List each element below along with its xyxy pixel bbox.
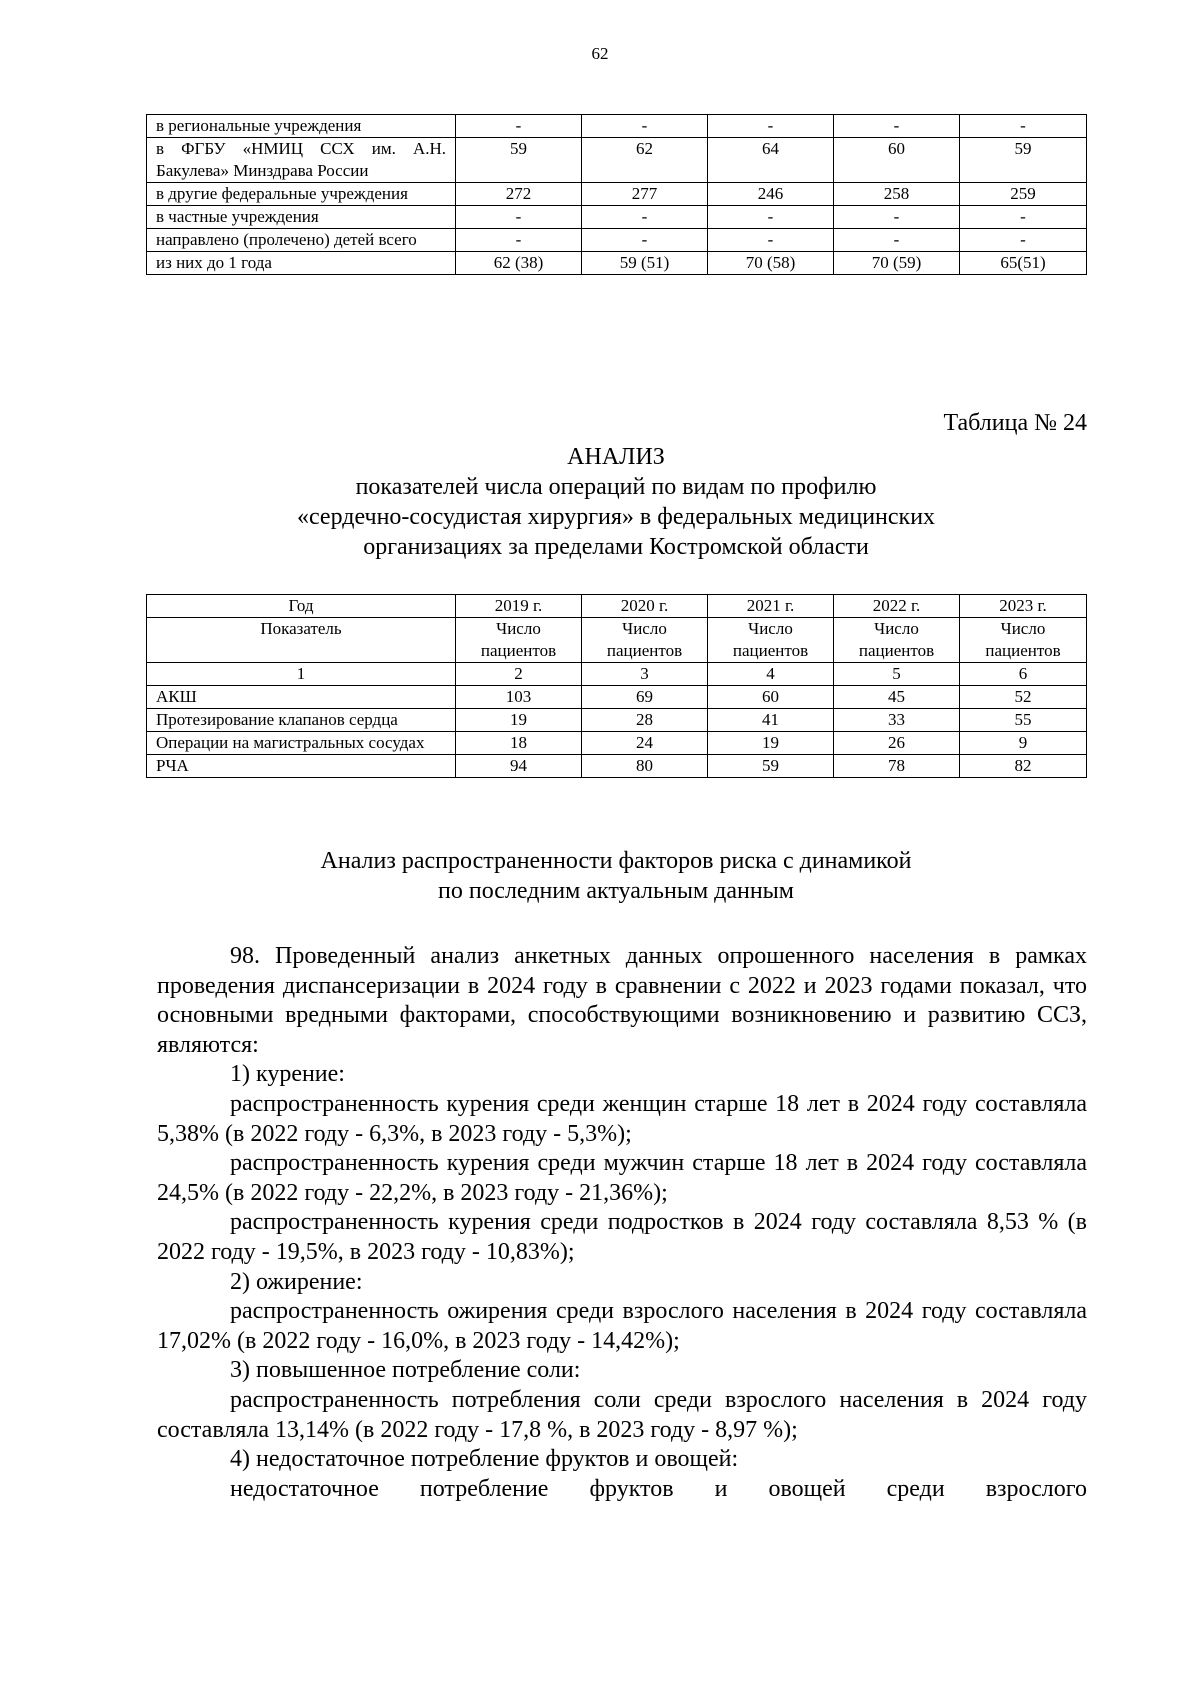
year-cell: 2023 г. [960, 595, 1087, 618]
value-cell: 28 [582, 709, 708, 732]
value-cell: 80 [582, 755, 708, 778]
value-cell: 82 [960, 755, 1087, 778]
value-cell: - [708, 206, 834, 229]
value-cell: - [960, 115, 1087, 138]
column-number-cell: 5 [834, 663, 960, 686]
row-label-cell: Операции на магистральных сосудах [147, 732, 456, 755]
paragraph: распространенность ожирения среди взрослого населения в 2024 году составляла 17,02% (в 2022 году - 16,0%, в 2023 году - 14,42%); [157, 1298, 1087, 1354]
value-cell: 277 [582, 183, 708, 206]
paragraph: распространенность потребления соли среди взрослого населения в 2024 году составляла 13,14% (в 2022 году - 17,8 %, в 2023 году - 8,97 %); [157, 1386, 1087, 1443]
value-cell: - [834, 115, 960, 138]
value-cell: 62 [582, 138, 708, 183]
table-subtitle-line: организациях за пределами Костромской области [363, 534, 869, 560]
year-header-cell: Год [147, 595, 456, 618]
row-label-cell: РЧА [147, 755, 456, 778]
value-cell: 41 [708, 709, 834, 732]
row-label-cell: из них до 1 года [147, 252, 456, 275]
table-row [147, 229, 1087, 252]
table-row [147, 115, 1087, 138]
value-cell: - [582, 229, 708, 252]
value-cell: 9 [960, 732, 1087, 755]
value-cell: 60 [708, 686, 834, 709]
value-cell: 62 (38) [456, 252, 582, 275]
paragraph: 4) недостаточное потребление фруктов и овощей: [230, 1446, 739, 1473]
value-cell: - [834, 229, 960, 252]
paragraph: недостаточное потребление фруктов и овощей среди взрослого [230, 1475, 1087, 1502]
operations-table [146, 594, 1087, 778]
patients-header-cell: Число пациентов [456, 618, 582, 663]
paragraph: распространенность курения среди женщин старше 18 лет в 2024 году составляла 5,38% (в 2022 году - 6,3%, в 2023 году - 5,3%); [157, 1090, 1087, 1147]
table-subtitle-line: «сердечно-сосудистая хирургия» в федеральных медицинских [296, 504, 936, 530]
column-number-cell: 1 [147, 663, 456, 686]
value-cell: - [456, 229, 582, 252]
value-cell: 65(51) [960, 252, 1087, 275]
referral-table [146, 114, 1087, 275]
row-label-cell: АКШ [147, 686, 456, 709]
table-row [147, 183, 1087, 206]
column-number-cell: 3 [582, 663, 708, 686]
value-cell: 19 [708, 732, 834, 755]
paragraph: 3) повышенное потребление соли: [230, 1357, 581, 1384]
column-number-cell: 6 [960, 663, 1087, 686]
table-row [147, 252, 1087, 275]
column-number-row [147, 663, 1087, 686]
value-cell: 59 [960, 138, 1087, 183]
paragraph: распространенность курения среди подростков в 2024 году составляла 8,53 % (в 2022 году - 19,5%, в 2023 году - 10,83%); [157, 1209, 1087, 1265]
patients-header-cell: Число пациентов [834, 618, 960, 663]
value-cell: 19 [456, 709, 582, 732]
section-heading-line: по последним актуальным данным [438, 878, 794, 904]
header-row-years [147, 595, 1087, 618]
table-title-main: АНАЛИЗ [567, 444, 665, 470]
header-row-indicator [147, 618, 1087, 663]
row-label-cell: Протезирование клапанов сердца [147, 709, 456, 732]
year-cell: 2019 г. [456, 595, 582, 618]
paragraph: 1) курение: [230, 1061, 345, 1088]
value-cell: - [708, 229, 834, 252]
table-row [147, 686, 1087, 709]
table-row [147, 138, 1087, 183]
body-text [157, 942, 1087, 1504]
paragraph: 2) ожирение: [230, 1268, 363, 1295]
section-heading [146, 846, 1086, 906]
value-cell: 259 [960, 183, 1087, 206]
value-cell: - [456, 206, 582, 229]
value-cell: 94 [456, 755, 582, 778]
table-row [147, 732, 1087, 755]
table-row [147, 206, 1087, 229]
table-number: Таблица № 24 [943, 410, 1087, 436]
value-cell: - [708, 115, 834, 138]
table-row [147, 755, 1087, 778]
value-cell: 55 [960, 709, 1087, 732]
value-cell: - [456, 115, 582, 138]
value-cell: 52 [960, 686, 1087, 709]
value-cell: 69 [582, 686, 708, 709]
value-cell: 26 [834, 732, 960, 755]
value-cell: 60 [834, 138, 960, 183]
value-cell: 246 [708, 183, 834, 206]
page-number: 62 [591, 44, 609, 63]
value-cell: 70 (59) [834, 252, 960, 275]
indicator-header-cell: Показатель [147, 618, 456, 663]
value-cell: 70 (58) [708, 252, 834, 275]
value-cell: 59 [708, 755, 834, 778]
paragraph: распространенность курения среди мужчин старше 18 лет в 2024 году составляла 24,5% (в 2022 году - 22,2%, в 2023 году - 21,36%); [157, 1150, 1087, 1206]
section-heading-line: Анализ распространенности факторов риска с динамикой [320, 848, 912, 874]
value-cell: - [960, 229, 1087, 252]
value-cell: 103 [456, 686, 582, 709]
value-cell: 78 [834, 755, 960, 778]
value-cell: - [834, 206, 960, 229]
value-cell: 45 [834, 686, 960, 709]
value-cell: 18 [456, 732, 582, 755]
row-label-cell: в региональные учреждения [147, 115, 456, 138]
table-subtitle-line: показателей числа операций по видам по профилю [355, 474, 877, 500]
patients-header-cell: Число пациентов [708, 618, 834, 663]
value-cell: 59 [456, 138, 582, 183]
column-number-cell: 4 [708, 663, 834, 686]
year-cell: 2021 г. [708, 595, 834, 618]
patients-header-cell: Число пациентов [582, 618, 708, 663]
value-cell: - [582, 206, 708, 229]
row-label-cell: в ФГБУ «НМИЦ ССХ им. А.Н. Бакулева» Минздрава России [147, 138, 456, 183]
value-cell: 59 (51) [582, 252, 708, 275]
column-number-cell: 2 [456, 663, 582, 686]
paragraph: 98. Проведенный анализ анкетных данных опрошенного населения в рамках проведения диспансеризации в 2024 году в сравнении с 2022 и 2023 годами показал, что основными вредными факторами, способствующими возникновению и развитию ССЗ, являются: [157, 943, 1087, 1058]
value-cell: - [960, 206, 1087, 229]
value-cell: 258 [834, 183, 960, 206]
row-label-cell: направлено (пролечено) детей всего [147, 229, 456, 252]
value-cell: 64 [708, 138, 834, 183]
year-cell: 2022 г. [834, 595, 960, 618]
value-cell: - [582, 115, 708, 138]
row-label-cell: в другие федеральные учреждения [147, 183, 456, 206]
row-label-cell: в частные учреждения [147, 206, 456, 229]
table-row [147, 709, 1087, 732]
year-cell: 2020 г. [582, 595, 708, 618]
patients-header-cell: Число пациентов [960, 618, 1087, 663]
value-cell: 24 [582, 732, 708, 755]
table-title [146, 442, 1086, 562]
value-cell: 33 [834, 709, 960, 732]
value-cell: 272 [456, 183, 582, 206]
